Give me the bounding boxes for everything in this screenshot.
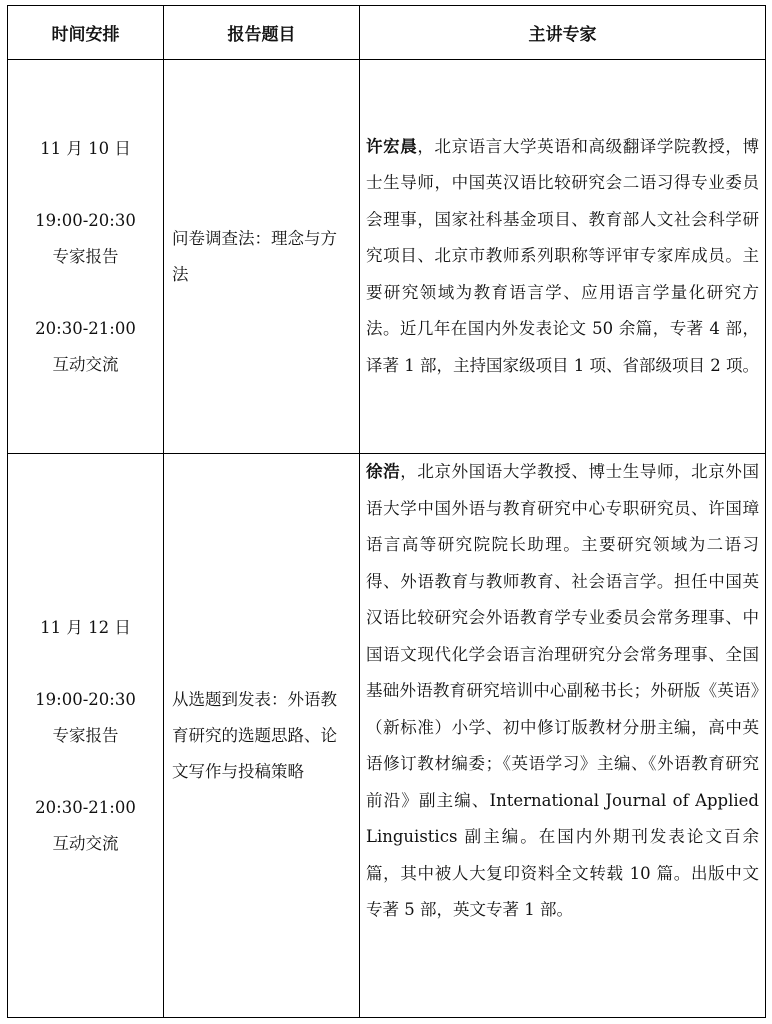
report-label: 专家报告 (52, 725, 119, 745)
session-topic: 问卷调查法：理念与方法 (164, 60, 360, 454)
header-row (8, 6, 766, 60)
expert-name: 徐浩 (366, 462, 401, 481)
report-label: 专家报告 (52, 246, 119, 266)
session-time-cell (8, 60, 164, 454)
exchange-time: 20:30-21:00 (35, 797, 136, 817)
session-time-cell (8, 454, 164, 1018)
session-expert-cell (360, 60, 766, 454)
exchange-time: 20:30-21:00 (35, 318, 136, 338)
header-expert: 主讲专家 (360, 6, 766, 60)
header-time: 时间安排 (8, 6, 164, 60)
expert-bio: ，北京语言大学英语和高级翻译学院教授，博士生导师，中国英汉语比较研究会二语习得专业委员会理事，国家社科基金项目、教育部人文社会科学研究项目、北京市教师系列职称等评审专家库成员。主要研究领域为教育语言学、应用语言学量化研究方法。近几年在国内外发表论文 50 余篇，专著 4 部，译著 1 部，主持国家级项目 1 项、省部级项目 2 项。 (366, 136, 760, 375)
session-row (8, 454, 766, 1018)
session-date: 11 月 10 日 (40, 138, 131, 158)
session-expert-cell (360, 454, 766, 1018)
header-topic: 报告题目 (164, 6, 360, 60)
report-time: 19:00-20:30 (35, 689, 136, 709)
exchange-label: 互动交流 (52, 354, 119, 374)
expert-name: 许宏晨 (366, 136, 418, 156)
session-date: 11 月 12 日 (40, 617, 131, 637)
expert-bio: ，北京外国语大学教授、博士生导师，北京外国语大学中国外语与教育研究中心专职研究员、许国璋语言高等研究院院长助理。主要研究领域为二语习得、外语教育与教师教育、社会语言学。担任中国英汉语比较研究会外语教育学专业委员会常务理事、中国语文现代化学会语言治理研究分会常务理事、全国基础外语教育研究培训中心副秘书长；外研版《英语》（新标准）小学、初中修订版教材分册主编，高中英语修订教材编委；《英语学习》主编、《外语教育研究前沿》副主编、International Journal of Applied Linguistics 副主编。在国内外期刊发表论文百余篇，其中被人大复印资料全文转载 10 篇。出版中文专著 5 部，英文专著 1 部。 (366, 462, 760, 919)
report-time: 19:00-20:30 (35, 210, 136, 230)
exchange-label: 互动交流 (52, 833, 119, 853)
schedule-table (7, 5, 766, 1018)
session-row (8, 60, 766, 454)
session-topic: 从选题到发表：外语教育研究的选题思路、论文写作与投稿策略 (164, 454, 360, 1018)
